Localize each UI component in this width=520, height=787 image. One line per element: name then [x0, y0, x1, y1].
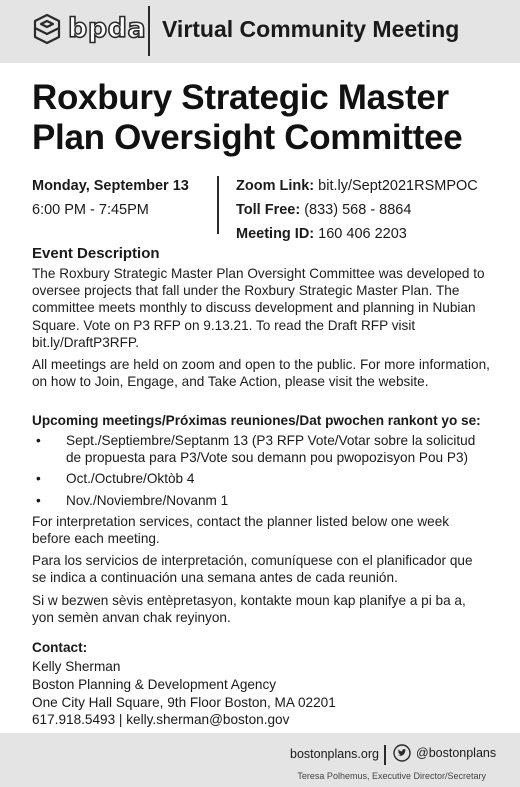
- page-title: [32, 78, 502, 158]
- contact-heading: Contact:: [32, 640, 88, 655]
- contact-address: One City Hall Square, 9th Floor Boston, MA 02201: [32, 694, 336, 710]
- list-item: [32, 432, 490, 466]
- footer-website-link[interactable]: bostonplans.org: [290, 747, 379, 761]
- header-divider: [148, 6, 150, 56]
- footer-divider: [384, 745, 386, 765]
- event-description-text: The Roxbury Strategic Master Plan Oversight Committee was developed to oversee projects that fall under the Roxbury Strategic Master Plan. The committee meets monthly to discuss development and planning in Nubian Square. Vote on P3 RFP on 9.13.21. To read the Draft RFP visit bit.ly/DraftP3RFP.: [32, 266, 485, 350]
- zoom-link-row[interactable]: [236, 174, 478, 198]
- toll-free-label: Toll Free:: [236, 202, 301, 218]
- list-item: [32, 492, 490, 509]
- meeting-time: 6:00 PM - 7:45PM: [32, 202, 149, 218]
- meeting-datetime: [32, 174, 189, 222]
- zoom-link-label: Zoom Link:: [236, 178, 315, 194]
- header-title: Virtual Community Meeting: [162, 16, 460, 42]
- footer-credit: Teresa Polhemus, Executive Director/Secretary: [297, 771, 486, 781]
- contact-phone-email[interactable]: 617.918.5493 | kelly.sherman@boston.gov: [32, 712, 290, 728]
- meeting-access-info: [236, 174, 478, 246]
- contact-block: [32, 658, 336, 729]
- toll-free-row: [236, 198, 478, 222]
- interpretation-haitian: Si w bezwen sèvis entèpretasyon, kontakte moun kap planifye a pi ba a, yon semèn anvan chak reyinyon.: [32, 593, 466, 626]
- twitter-icon: [393, 744, 411, 762]
- meeting-item-text: Nov./Noviembre/Novanm 1: [66, 492, 229, 508]
- contact-name: Kelly Sherman: [32, 659, 121, 674]
- footer-twitter-handle[interactable]: @bostonplans: [416, 746, 497, 760]
- page-title-line-1: Roxbury Strategic Master: [32, 78, 449, 117]
- bullet: •: [36, 492, 41, 508]
- upcoming-meetings-list: [32, 432, 490, 513]
- header-banner: [0, 0, 520, 63]
- interpretation-spanish: Para los servicios de interpretación, comuníquese con el planificador que se indica a continuación una semana antes de cada reunión.: [32, 553, 473, 586]
- bullet: •: [36, 433, 41, 448]
- bpda-logo-icon: [32, 12, 62, 46]
- upcoming-meetings-heading: Upcoming meetings/Próximas reuniones/Dat pwochen rankont yo se:: [32, 413, 481, 428]
- footer-social-link[interactable]: [393, 744, 496, 762]
- toll-free-value: (833) 568 - 8864: [300, 202, 412, 218]
- meeting-id-value: 160 406 2203: [314, 226, 407, 242]
- meeting-id-row: [236, 222, 478, 246]
- zoom-link-value[interactable]: bit.ly/Sept2021RSMPOC: [314, 178, 478, 194]
- meeting-item-text: Oct./Octubre/Oktòb 4: [66, 471, 195, 487]
- contact-org: Boston Planning & Development Agency: [32, 676, 277, 692]
- bullet: •: [36, 471, 41, 487]
- event-description-heading: Event Description: [32, 245, 160, 262]
- meeting-id-label: Meeting ID:: [236, 226, 315, 242]
- list-item: [32, 470, 490, 487]
- meeting-date: Monday, September 13: [32, 178, 189, 194]
- meeting-item-text: Sept./Septiembre/Septanm 13 (P3 RFP Vote/Votar sobre la solicitud de propuesta para P3/Vote sou demann pou pwopozisyon Pou P3): [66, 433, 476, 466]
- public-meeting-note: All meetings are held on zoom and open to the public. For more information, on how to Join, Engage, and Take Action, please visit the website.: [32, 357, 490, 390]
- bpda-logo-text: bpda: [68, 13, 147, 44]
- info-divider: [217, 176, 219, 234]
- footer: [0, 733, 520, 787]
- page-title-line-2: Plan Oversight Committee: [32, 118, 463, 157]
- interpretation-english: For interpretation services, contact the planner listed below one week before each meeting.: [32, 514, 450, 547]
